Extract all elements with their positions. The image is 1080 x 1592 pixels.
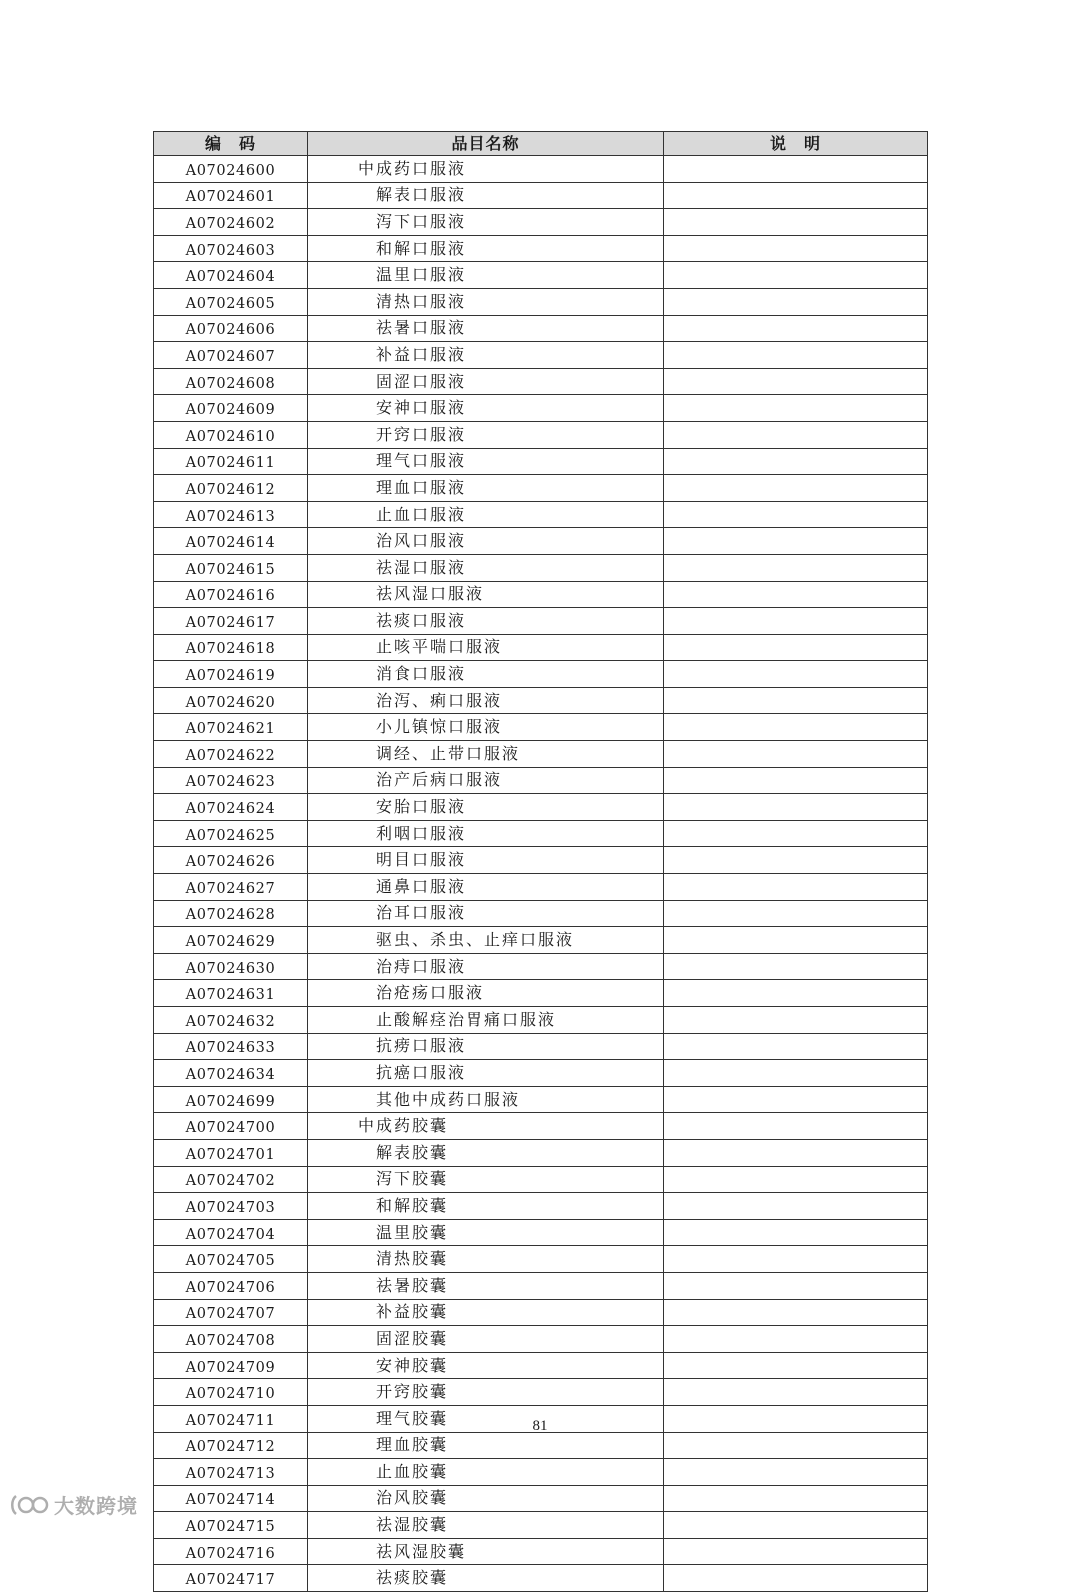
row-item-name: 祛暑口服液 <box>308 315 664 342</box>
row-item-name: 调经、止带口服液 <box>308 741 664 768</box>
row-code: A07024606 <box>154 315 308 342</box>
table-row <box>154 475 928 502</box>
row-item-name: 祛湿口服液 <box>308 554 664 581</box>
row-description <box>664 661 928 688</box>
row-code: A07024713 <box>154 1459 308 1486</box>
row-description <box>664 847 928 874</box>
table-row <box>154 847 928 874</box>
row-description <box>664 448 928 475</box>
row-description <box>664 1512 928 1539</box>
table-row <box>154 1432 928 1459</box>
row-code: A07024700 <box>154 1113 308 1140</box>
row-item-name: 和解口服液 <box>308 235 664 262</box>
row-description <box>664 475 928 502</box>
row-item-name: 治疮疡口服液 <box>308 980 664 1007</box>
row-code: A07024712 <box>154 1432 308 1459</box>
row-description <box>664 634 928 661</box>
table-row <box>154 741 928 768</box>
row-code: A07024627 <box>154 874 308 901</box>
row-item-name: 中成药胶囊 <box>308 1113 664 1140</box>
header-code: 编 码 <box>154 132 308 156</box>
row-description <box>664 1432 928 1459</box>
row-description <box>664 980 928 1007</box>
row-description <box>664 1565 928 1592</box>
table-row <box>154 448 928 475</box>
table-row <box>154 182 928 209</box>
row-description <box>664 741 928 768</box>
row-description <box>664 1219 928 1246</box>
row-item-name: 治产后病口服液 <box>308 767 664 794</box>
watermark <box>10 1490 138 1519</box>
table-row <box>154 820 928 847</box>
table-row <box>154 395 928 422</box>
row-item-name: 祛风湿口服液 <box>308 581 664 608</box>
row-item-name: 清热口服液 <box>308 288 664 315</box>
row-item-name: 祛痰胶囊 <box>308 1565 664 1592</box>
row-code: A07024610 <box>154 421 308 448</box>
table-row <box>154 288 928 315</box>
row-code: A07024711 <box>154 1405 308 1432</box>
row-code: A07024625 <box>154 820 308 847</box>
table-row <box>154 1007 928 1034</box>
row-code: A07024615 <box>154 554 308 581</box>
row-code: A07024608 <box>154 368 308 395</box>
row-code: A07024707 <box>154 1299 308 1326</box>
row-item-name: 理血口服液 <box>308 475 664 502</box>
table-row <box>154 1459 928 1486</box>
table-row <box>154 1485 928 1512</box>
row-item-name: 泻下胶囊 <box>308 1166 664 1193</box>
row-item-name: 理气胶囊 <box>308 1405 664 1432</box>
catalog-table <box>153 131 928 1592</box>
row-item-name: 安神胶囊 <box>308 1352 664 1379</box>
row-item-name: 其他中成药口服液 <box>308 1086 664 1113</box>
row-description <box>664 342 928 369</box>
row-description <box>664 953 928 980</box>
row-description <box>664 1326 928 1353</box>
table-row <box>154 1565 928 1592</box>
row-description <box>664 182 928 209</box>
table-row <box>154 235 928 262</box>
table-row <box>154 900 928 927</box>
row-description <box>664 687 928 714</box>
row-description <box>664 1060 928 1087</box>
table-row <box>154 714 928 741</box>
row-item-name: 抗癌口服液 <box>308 1060 664 1087</box>
table-row <box>154 1193 928 1220</box>
row-code: A07024702 <box>154 1166 308 1193</box>
row-description <box>664 1007 928 1034</box>
row-description <box>664 1352 928 1379</box>
header-item-name: 品目名称 <box>308 132 664 156</box>
row-code: A07024611 <box>154 448 308 475</box>
table-row <box>154 528 928 555</box>
row-item-name: 消食口服液 <box>308 661 664 688</box>
row-item-name: 止酸解痉治胃痛口服液 <box>308 1007 664 1034</box>
row-code: A07024703 <box>154 1193 308 1220</box>
row-description <box>664 1113 928 1140</box>
row-item-name: 理气口服液 <box>308 448 664 475</box>
table-row <box>154 342 928 369</box>
row-item-name: 利咽口服液 <box>308 820 664 847</box>
row-description <box>664 767 928 794</box>
row-code: A07024624 <box>154 794 308 821</box>
row-item-name: 抗痨口服液 <box>308 1033 664 1060</box>
table-row <box>154 608 928 635</box>
row-code: A07024603 <box>154 235 308 262</box>
row-code: A07024618 <box>154 634 308 661</box>
table-row <box>154 1246 928 1273</box>
row-item-name: 治痔口服液 <box>308 953 664 980</box>
row-code: A07024617 <box>154 608 308 635</box>
table-row <box>154 794 928 821</box>
row-item-name: 解表胶囊 <box>308 1139 664 1166</box>
row-code: A07024634 <box>154 1060 308 1087</box>
row-code: A07024714 <box>154 1485 308 1512</box>
table-row <box>154 501 928 528</box>
row-code: A07024605 <box>154 288 308 315</box>
row-description <box>664 794 928 821</box>
row-item-name: 清热胶囊 <box>308 1246 664 1273</box>
row-description <box>664 900 928 927</box>
row-description <box>664 315 928 342</box>
row-code: A07024613 <box>154 501 308 528</box>
table-row <box>154 315 928 342</box>
row-description <box>664 714 928 741</box>
row-item-name: 治风胶囊 <box>308 1485 664 1512</box>
row-code: A07024633 <box>154 1033 308 1060</box>
row-description <box>664 874 928 901</box>
row-code: A07024629 <box>154 927 308 954</box>
table-row <box>154 1086 928 1113</box>
row-description <box>664 608 928 635</box>
brand-logo-icon <box>10 1492 50 1518</box>
table-body <box>154 156 928 1592</box>
page-number: 81 <box>532 1418 548 1434</box>
row-description <box>664 1033 928 1060</box>
row-item-name: 治风口服液 <box>308 528 664 555</box>
row-item-name: 治耳口服液 <box>308 900 664 927</box>
row-item-name: 祛风湿胶囊 <box>308 1538 664 1565</box>
row-description <box>664 820 928 847</box>
row-code: A07024609 <box>154 395 308 422</box>
table-row <box>154 156 928 183</box>
table-row <box>154 687 928 714</box>
row-code: A07024704 <box>154 1219 308 1246</box>
row-item-name: 驱虫、杀虫、止痒口服液 <box>308 927 664 954</box>
row-item-name: 止咳平喘口服液 <box>308 634 664 661</box>
row-code: A07024710 <box>154 1379 308 1406</box>
row-item-name: 补益胶囊 <box>308 1299 664 1326</box>
row-code: A07024717 <box>154 1565 308 1592</box>
table-row <box>154 1219 928 1246</box>
row-item-name: 固涩口服液 <box>308 368 664 395</box>
row-code: A07024607 <box>154 342 308 369</box>
row-code: A07024621 <box>154 714 308 741</box>
row-description <box>664 421 928 448</box>
row-item-name: 解表口服液 <box>308 182 664 209</box>
row-code: A07024601 <box>154 182 308 209</box>
table-row <box>154 209 928 236</box>
row-code: A07024620 <box>154 687 308 714</box>
row-description <box>664 554 928 581</box>
row-code: A07024699 <box>154 1086 308 1113</box>
row-code: A07024632 <box>154 1007 308 1034</box>
row-description <box>664 1538 928 1565</box>
row-item-name: 祛暑胶囊 <box>308 1272 664 1299</box>
row-item-name: 安神口服液 <box>308 395 664 422</box>
row-description <box>664 368 928 395</box>
row-description <box>664 1193 928 1220</box>
row-description <box>664 1485 928 1512</box>
row-description <box>664 1086 928 1113</box>
row-description <box>664 581 928 608</box>
row-description <box>664 1299 928 1326</box>
row-item-name: 温里口服液 <box>308 262 664 289</box>
table-row <box>154 927 928 954</box>
row-code: A07024709 <box>154 1352 308 1379</box>
table-row <box>154 554 928 581</box>
row-item-name: 祛湿胶囊 <box>308 1512 664 1539</box>
row-code: A07024716 <box>154 1538 308 1565</box>
table-row <box>154 581 928 608</box>
table-row <box>154 1033 928 1060</box>
row-code: A07024616 <box>154 581 308 608</box>
table-row <box>154 1113 928 1140</box>
header-description: 说 明 <box>664 132 928 156</box>
row-description <box>664 288 928 315</box>
row-code: A07024614 <box>154 528 308 555</box>
row-description <box>664 209 928 236</box>
row-description <box>664 1246 928 1273</box>
row-item-name: 中成药口服液 <box>308 156 664 183</box>
row-item-name: 开窍口服液 <box>308 421 664 448</box>
row-item-name: 明目口服液 <box>308 847 664 874</box>
row-code: A07024715 <box>154 1512 308 1539</box>
table-row <box>154 1299 928 1326</box>
row-code: A07024706 <box>154 1272 308 1299</box>
row-code: A07024701 <box>154 1139 308 1166</box>
row-code: A07024705 <box>154 1246 308 1273</box>
row-code: A07024600 <box>154 156 308 183</box>
row-code: A07024628 <box>154 900 308 927</box>
table-row <box>154 1139 928 1166</box>
row-description <box>664 156 928 183</box>
row-description <box>664 1166 928 1193</box>
table-row <box>154 661 928 688</box>
table-row <box>154 1326 928 1353</box>
row-code: A07024626 <box>154 847 308 874</box>
row-item-name: 温里胶囊 <box>308 1219 664 1246</box>
table-row <box>154 1512 928 1539</box>
row-item-name: 通鼻口服液 <box>308 874 664 901</box>
row-item-name: 理血胶囊 <box>308 1432 664 1459</box>
table-row <box>154 1538 928 1565</box>
table-row <box>154 421 928 448</box>
table-row <box>154 874 928 901</box>
table-row <box>154 953 928 980</box>
row-item-name: 止血胶囊 <box>308 1459 664 1486</box>
row-item-name: 安胎口服液 <box>308 794 664 821</box>
row-description <box>664 528 928 555</box>
row-item-name: 和解胶囊 <box>308 1193 664 1220</box>
row-code: A07024612 <box>154 475 308 502</box>
table-row <box>154 1379 928 1406</box>
row-item-name: 治泻、痢口服液 <box>308 687 664 714</box>
row-description <box>664 501 928 528</box>
table-row <box>154 634 928 661</box>
row-code: A07024631 <box>154 980 308 1007</box>
row-item-name: 小儿镇惊口服液 <box>308 714 664 741</box>
row-code: A07024604 <box>154 262 308 289</box>
table-row <box>154 1060 928 1087</box>
row-code: A07024623 <box>154 767 308 794</box>
row-description <box>664 262 928 289</box>
watermark-text: 大数跨境 <box>54 1494 138 1518</box>
table-row <box>154 368 928 395</box>
table-header-row <box>154 132 928 156</box>
row-item-name: 补益口服液 <box>308 342 664 369</box>
row-code: A07024619 <box>154 661 308 688</box>
row-code: A07024630 <box>154 953 308 980</box>
row-code: A07024602 <box>154 209 308 236</box>
row-item-name: 开窍胶囊 <box>308 1379 664 1406</box>
row-item-name: 固涩胶囊 <box>308 1326 664 1353</box>
row-description <box>664 927 928 954</box>
row-item-name: 祛痰口服液 <box>308 608 664 635</box>
table-row <box>154 767 928 794</box>
table-row <box>154 262 928 289</box>
row-item-name: 止血口服液 <box>308 501 664 528</box>
row-code: A07024708 <box>154 1326 308 1353</box>
table-row <box>154 1272 928 1299</box>
row-description <box>664 1139 928 1166</box>
table-row <box>154 1166 928 1193</box>
row-description <box>664 1459 928 1486</box>
row-description <box>664 235 928 262</box>
row-description <box>664 395 928 422</box>
row-code: A07024622 <box>154 741 308 768</box>
row-item-name: 泻下口服液 <box>308 209 664 236</box>
table-row <box>154 980 928 1007</box>
row-description <box>664 1379 928 1406</box>
table-row <box>154 1352 928 1379</box>
row-description <box>664 1272 928 1299</box>
